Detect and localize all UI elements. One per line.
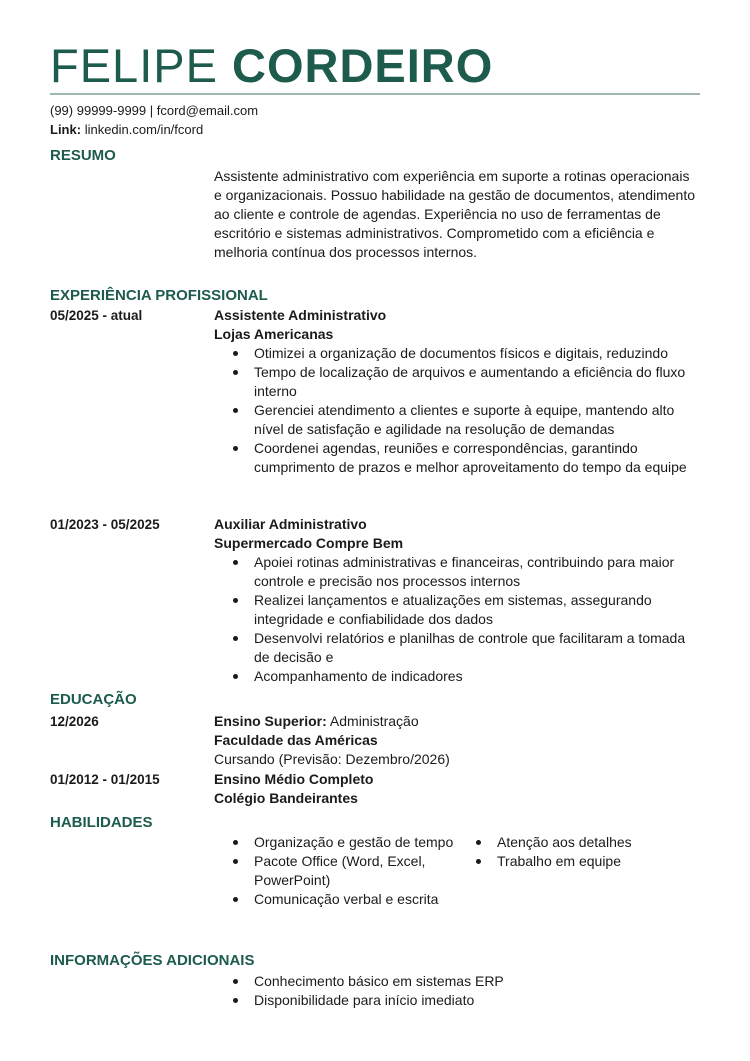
list-item: Desenvolvi relatórios e planilhas de controle que facilitaram a tomada de decisão e xyxy=(214,629,704,667)
job-date: 05/2025 - atual xyxy=(50,308,143,323)
job-role: Auxiliar Administrativo xyxy=(214,516,367,532)
list-item: Atenção aos detalhes xyxy=(457,833,697,852)
list-item: Organização e gestão de tempo xyxy=(214,833,454,852)
last-name: CORDEIRO xyxy=(232,39,494,92)
education-school: Colégio Bandeirantes xyxy=(214,790,358,806)
link-label: Link: xyxy=(50,122,82,137)
education-date: 12/2026 xyxy=(50,714,99,729)
additional-list xyxy=(214,972,704,1010)
link-line xyxy=(50,120,258,139)
section-title-summary: RESUMO xyxy=(50,147,116,164)
education-degree xyxy=(214,712,419,731)
phone-email: (99) 99999-9999 | fcord@email.com xyxy=(50,103,259,118)
list-item: Conhecimento básico em sistemas ERP xyxy=(214,972,704,991)
first-name: FELIPE xyxy=(50,39,218,92)
list-item: Otimizei a organização de documentos físicos e digitais, reduzindo xyxy=(214,344,704,363)
section-title-education: EDUCAÇÃO xyxy=(50,691,137,708)
list-item: Pacote Office (Word, Excel, PowerPoint) xyxy=(214,852,454,890)
list-item: Realizei lançamentos e atualizações em sistemas, assegurando integridade e confiabilidade dos dados xyxy=(214,591,704,629)
candidate-name xyxy=(50,38,493,94)
section-title-experience: EXPERIÊNCIA PROFISSIONAL xyxy=(50,287,268,304)
education-degree: Ensino Médio Completo xyxy=(214,771,374,787)
degree-value: Administração xyxy=(329,713,419,729)
section-title-skills: HABILIDADES xyxy=(50,814,153,831)
list-item: Tempo de localização de arquivos e aumentando a eficiência do fluxo interno xyxy=(214,363,704,401)
list-item: Apoiei rotinas administrativas e financeiras, contribuindo para maior controle e precisão nos processos internos xyxy=(214,553,704,591)
education-note: Cursando (Previsão: Dezembro/2026) xyxy=(214,751,450,767)
list-item: Comunicação verbal e escrita xyxy=(214,890,454,909)
list-item: Coordenei agendas, reuniões e correspondências, garantindo cumprimento de prazos e melhor aproveitamento do tempo da equipe xyxy=(214,439,704,477)
skills-list-right xyxy=(457,833,697,871)
link-value: linkedin.com/in/fcord xyxy=(84,122,204,137)
summary-text: Assistente administrativo com experiência em suporte a rotinas operacionais e organizacionais. Possuo habilidade na gestão de documentos, atendimento ao cliente e controle de agendas. Experiência no uso de ferramentas de escritório e sistemas administrativos. Comprometido com a eficiência e melhoria contínua dos processos internos. xyxy=(214,168,695,260)
education-date: 01/2012 - 01/2015 xyxy=(50,772,160,787)
job-bullets xyxy=(214,344,704,477)
job-bullets xyxy=(214,553,704,686)
degree-label: Ensino Superior: xyxy=(214,713,327,729)
list-item: Disponibilidade para início imediato xyxy=(214,991,704,1010)
job-date: 01/2023 - 05/2025 xyxy=(50,517,160,532)
job-company: Supermercado Compre Bem xyxy=(214,535,404,551)
job-company: Lojas Americanas xyxy=(214,326,334,342)
education-school: Faculdade das Américas xyxy=(214,732,378,748)
skills-list-left xyxy=(214,833,454,909)
list-item: Gerenciei atendimento a clientes e suporte à equipe, mantendo alto nível de satisfação e agilidade na resolução de demandas xyxy=(214,401,704,439)
list-item: Acompanhamento de indicadores xyxy=(214,667,704,686)
job-role: Assistente Administrativo xyxy=(214,307,387,323)
header-divider xyxy=(50,93,700,95)
list-item: Trabalho em equipe xyxy=(457,852,697,871)
section-title-additional: INFORMAÇÕES ADICIONAIS xyxy=(50,952,255,969)
contact-block xyxy=(50,101,258,139)
